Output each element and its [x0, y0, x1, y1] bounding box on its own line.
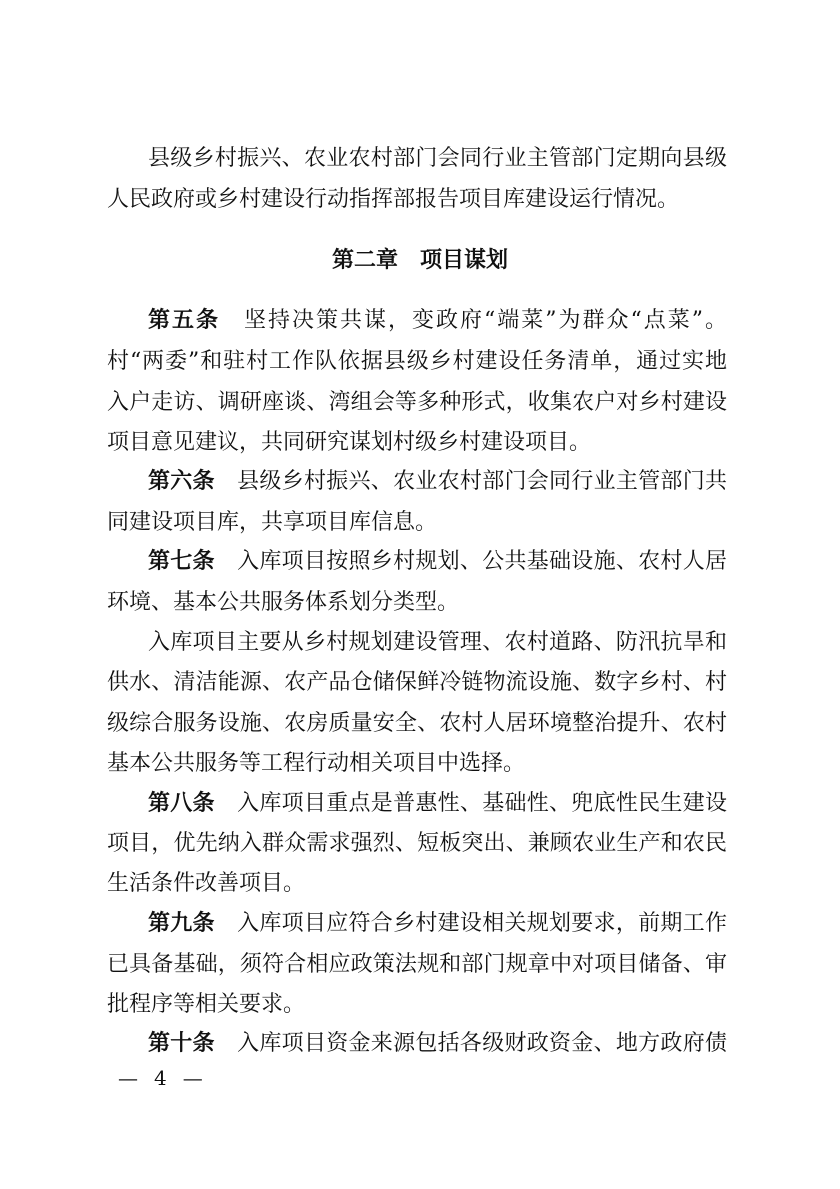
article-9-label: 第九条: [148, 911, 215, 936]
page-footer: [118, 1066, 203, 1090]
article-5-text-1: 坚持决策共谋，变政府“端菜”为群众“点菜”。: [242, 308, 727, 333]
article-5-line-1: [148, 306, 727, 336]
article-5-line-2: 村“两委”和驻村工作队依据县级乡村建设任务清单，通过实地: [107, 349, 727, 374]
intro-line-1: 县级乡村振兴、农业农村部门会同行业主管部门定期向县级: [148, 146, 727, 171]
article-7-cont-line-2: 供水、清洁能源、农产品仓储保鲜冷链物流设施、数字乡村、村: [107, 670, 727, 695]
article-7-cont-line-4: 基本公共服务等工程行动相关项目中选择。: [107, 751, 526, 776]
intro-line-2: 人民政府或乡村建设行动指挥部报告项目库建设运行情况。: [107, 187, 680, 212]
article-8-text-1: 入库项目重点是普惠性、基础性、兜底性民生建设: [236, 791, 727, 816]
article-7-line-2: 环境、基本公共服务体系划分类型。: [107, 590, 460, 615]
page-number: 4: [154, 1066, 167, 1090]
article-8-line-1: [148, 789, 727, 819]
article-8-line-3: 生活条件改善项目。: [107, 871, 306, 896]
article-8-line-2: 项目，优先纳入群众需求强烈、短板突出、兼顾农业生产和农民: [107, 831, 727, 856]
chapter-heading: [0, 246, 840, 276]
chapter-number: 第二章: [331, 248, 398, 273]
article-7-text-1: 入库项目按照乡村规划、公共基础设施、农村人居: [236, 549, 727, 574]
article-6-line-1: [148, 467, 727, 497]
article-5-line-3: 入户走访、调研座谈、湾组会等多种形式，收集农户对乡村建设: [107, 390, 727, 415]
article-6-text-1: 县级乡村振兴、农业农村部门会同行业主管部门共: [236, 469, 727, 494]
article-9-line-1: [148, 909, 727, 939]
article-9-line-3: 批程序等相关要求。: [107, 992, 306, 1017]
article-6-line-2: 同建设项目库，共享项目库信息。: [107, 510, 438, 535]
article-5-line-4: 项目意见建议，共同研究谋划村级乡村建设项目。: [107, 430, 592, 455]
article-7-cont-line-1: 入库项目主要从乡村规划建设管理、农村道路、防汛抗旱和: [148, 630, 727, 655]
article-10-label: 第十条: [148, 1031, 215, 1056]
chapter-name: 项目谋划: [420, 248, 509, 273]
article-7-label: 第七条: [148, 549, 215, 574]
article-10-line-1: [148, 1029, 727, 1059]
article-8-label: 第八条: [148, 791, 215, 816]
article-6-label: 第六条: [148, 469, 215, 494]
article-10-text-1: 入库项目资金来源包括各级财政资金、地方政府债: [236, 1031, 727, 1056]
article-7-line-1: [148, 547, 727, 577]
article-5-label: 第五条: [148, 308, 220, 333]
footer-dash-left: —: [118, 1066, 138, 1090]
footer-dash-right: —: [182, 1066, 203, 1090]
article-9-text-1: 入库项目应符合乡村建设相关规划要求，前期工作: [236, 911, 727, 936]
article-7-cont-line-3: 级综合服务设施、农房质量安全、农村人居环境整治提升、农村: [107, 711, 727, 736]
article-9-line-2: 已具备基础，须符合相应政策法规和部门规章中对项目储备、审: [107, 952, 727, 977]
